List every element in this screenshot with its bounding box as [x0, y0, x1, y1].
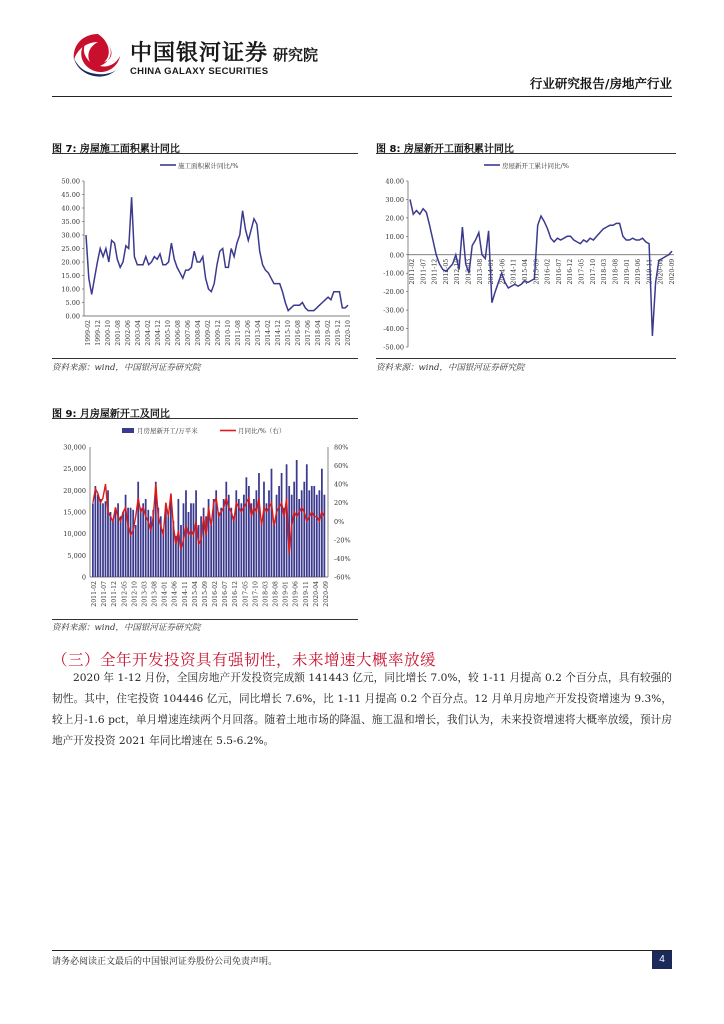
c9-ytick-right-label: -60%	[334, 573, 351, 582]
c9-bar	[258, 473, 260, 577]
c9-xtick-label: 2020-09	[323, 581, 330, 607]
fig8-title: 图 8: 房屋新开工面积累计同比	[376, 144, 514, 155]
c7-ytick-label: 5.00	[65, 299, 80, 307]
fig9-source: 资料来源：wind，中国银河证券研究院	[52, 623, 201, 633]
c8-xtick-label: 2014-06	[499, 258, 507, 285]
fig7-title-rule	[52, 153, 358, 154]
c8-xtick-label: 2011-02	[409, 258, 416, 285]
c9-bar	[276, 495, 278, 577]
c8-xtick-label: 2017-10	[589, 258, 597, 285]
c9-bar	[256, 490, 258, 577]
c8-xtick-label: 2016-02	[544, 258, 552, 285]
c8-xtick-label: 2014-11	[510, 258, 518, 285]
c9-ytick-left-label: 10,000	[63, 530, 86, 539]
c9-ytick-left-label: 20,000	[63, 486, 86, 495]
c8-xtick-label: 2016-07	[555, 258, 563, 285]
fig8-title-rule	[376, 153, 676, 154]
c9-bar	[95, 486, 97, 577]
logo-dept-text: 研究院	[273, 46, 319, 64]
c9-bar	[218, 512, 220, 577]
logo-cn-text: 中国银河证券	[130, 41, 269, 66]
c7-xtick-label: 2008-04	[195, 320, 202, 346]
c9-bar	[268, 490, 270, 577]
c7-xtick-label: 2004-02	[145, 320, 152, 346]
c7-xtick-label: 2009-02	[205, 320, 212, 346]
header-rule	[52, 96, 672, 97]
c7-ytick-label: 15.00	[61, 272, 80, 280]
c7-xtick-label: 2003-04	[135, 320, 142, 346]
c9-bar	[142, 503, 144, 577]
c9-xtick-label: 2012-10	[131, 581, 139, 607]
c9-bar	[220, 508, 222, 577]
fig9-legend-bars: 月房屋新开工/万平米	[137, 427, 198, 435]
c9-xtick-label: 2015-09	[201, 581, 209, 607]
c9-xtick-label: 2016-12	[232, 581, 240, 607]
c9-xtick-label: 2013-08	[151, 581, 159, 607]
c7-xtick-label: 2007-06	[185, 320, 192, 346]
c7-xtick-label: 1999-12	[95, 320, 102, 346]
c8-xtick-label: 2012-10	[454, 258, 462, 285]
c9-bar	[102, 503, 104, 577]
c9-bar	[180, 525, 182, 577]
c8-xtick-label: 2013-08	[476, 258, 484, 285]
c8-xtick-label: 2019-11	[646, 258, 654, 285]
c7-ytick-label: 50.00	[61, 177, 80, 186]
c9-xtick-label: 2014-01	[161, 581, 169, 607]
c9-xtick-label: 2014-06	[171, 581, 179, 607]
c9-xtick-label: 2020-04	[312, 581, 320, 607]
fig9-title-rule	[52, 418, 358, 419]
fig8-series-line	[410, 199, 672, 336]
c9-ytick-right-label: 80%	[334, 443, 349, 452]
c9-ytick-right-label: -20%	[334, 536, 351, 545]
fig7-title: 图 7: 房屋施工面积累计同比	[52, 144, 180, 155]
c9-bar	[296, 460, 298, 577]
c9-bar	[132, 510, 134, 577]
c7-xtick-label: 2016-08	[295, 320, 302, 346]
c9-bar	[97, 495, 99, 577]
c7-xtick-label: 2014-02	[265, 320, 272, 346]
report-category: 行业研究报告/房地产行业	[529, 76, 672, 91]
c8-xtick-label: 2020-09	[669, 258, 676, 285]
c7-xtick-label: 2020-10	[345, 320, 352, 346]
c9-bar	[135, 525, 137, 577]
fig7-series-line	[86, 197, 348, 310]
fig9-chart	[52, 420, 358, 618]
c8-ytick-label: 20.00	[385, 214, 404, 223]
fig8-chart	[376, 155, 676, 357]
c7-ytick-label: 10.00	[61, 285, 80, 294]
fig9-title: 图 9: 月房屋新开工及同比	[52, 409, 170, 420]
c9-xtick-label: 2012-05	[121, 581, 129, 607]
c9-ytick-left-label: 25,000	[63, 465, 86, 474]
c9-ytick-left-label: 30,000	[63, 443, 86, 452]
c9-bar	[266, 503, 268, 577]
c9-bar	[238, 499, 240, 577]
c9-bar	[115, 508, 117, 577]
fig7-source: 资料来源：wind，中国银河证券研究院	[52, 363, 201, 373]
c8-ytick-label: 40.00	[385, 177, 404, 186]
c7-xtick-label: 2004-12	[155, 320, 162, 346]
c9-bar	[185, 490, 187, 577]
c9-xtick-label: 2018-03	[262, 581, 270, 607]
c8-xtick-label: 2019-01	[623, 258, 631, 285]
c9-xtick-label: 2011-02	[91, 581, 98, 607]
c9-xtick-label: 2011-07	[101, 581, 109, 607]
c9-bar	[92, 503, 94, 577]
fig8-legend-label: 房屋新开工累计同比/%	[502, 162, 569, 170]
c7-ytick-label: 45.00	[61, 191, 80, 199]
c9-bar	[271, 469, 273, 577]
c9-bar	[210, 525, 212, 577]
fig7-legend	[160, 161, 238, 170]
c7-ytick-label: 20.00	[61, 258, 80, 267]
c7-xtick-label: 2019-12	[335, 320, 342, 346]
fig8-source: 资料来源：wind，中国银河证券研究院	[376, 363, 525, 373]
section-heading: （三）全年开发投资具有强韧性，未来增速大概率放缓	[52, 651, 437, 669]
fig9-source-rule	[52, 619, 358, 620]
c9-xtick-label: 2014-11	[181, 581, 189, 607]
c9-bar	[200, 516, 202, 577]
c8-xtick-label: 2015-09	[533, 258, 541, 285]
c9-bar	[100, 499, 102, 577]
c7-ytick-label: 35.00	[61, 218, 80, 226]
fig8-legend	[484, 161, 569, 170]
c8-ytick-label: -30.00	[383, 306, 404, 315]
c7-xtick-label: 2010-10	[225, 320, 232, 346]
c9-xtick-label: 2018-08	[272, 581, 280, 607]
c7-xtick-label: 2012-06	[245, 320, 252, 346]
logo-en-text: CHINA GALAXY SECURITIES	[130, 66, 269, 77]
c8-xtick-label: 2018-08	[612, 258, 620, 285]
c7-xtick-label: 2000-10	[105, 320, 112, 346]
c8-xtick-label: 2012-05	[442, 258, 450, 285]
fig9-legend	[122, 426, 285, 435]
c9-ytick-right-label: 60%	[334, 462, 349, 471]
c8-xtick-label: 2019-06	[635, 258, 643, 285]
c9-bar	[324, 495, 326, 577]
c9-bar	[319, 490, 321, 577]
c9-bar	[241, 503, 243, 577]
c7-xtick-label: 2011-08	[235, 320, 242, 346]
c9-xtick-label: 2015-04	[191, 581, 199, 607]
c9-bar	[188, 512, 190, 577]
c9-bar	[120, 516, 122, 577]
c7-ytick-label: 25.00	[61, 245, 80, 253]
c9-bar	[316, 495, 318, 577]
c7-ytick-label: 30.00	[61, 231, 80, 240]
c9-bar	[281, 473, 283, 577]
c9-bar	[122, 512, 124, 577]
c9-bar	[130, 508, 132, 577]
c7-xtick-label: 2015-10	[285, 320, 292, 346]
c7-xtick-label: 2014-12	[275, 320, 282, 346]
c7-xtick-label: 2019-02	[325, 320, 332, 346]
c9-xtick-label: 2017-10	[252, 581, 260, 607]
c9-bar	[278, 486, 280, 577]
c9-bar	[261, 521, 263, 577]
c9-xtick-label: 2017-05	[242, 581, 250, 607]
c9-ytick-right-label: 20%	[334, 499, 349, 508]
c9-ytick-right-label: 40%	[334, 480, 349, 489]
c8-ytick-label: -10.00	[383, 269, 404, 278]
c9-bar	[230, 508, 232, 577]
c9-bar	[311, 486, 313, 577]
c9-xtick-label: 2013-03	[141, 581, 149, 607]
c7-xtick-label: 2013-04	[255, 320, 262, 346]
c8-xtick-label: 2020-04	[657, 258, 665, 285]
c7-xtick-label: 2002-06	[125, 320, 132, 346]
c8-xtick-label: 2014-01	[488, 258, 496, 285]
c8-ytick-label: -40.00	[383, 325, 404, 334]
c7-xtick-label: 2009-12	[215, 320, 222, 346]
c9-bar	[190, 503, 192, 577]
section-paragraph: 2020 年 1-12 月份，全国房地产开发投资完成额 141443 亿元，同比增长 7.0%，较 1-11 月提高 0.2 个百分点，具有较强的韧性。其中，住宅投资 104446 亿元，同比增长 7.6%，比 1-11 月提高 0.2 个百分点。12 月单月房地产开发投资增速为 9.3%，较上月-1.6 pct，单月增速连续两个月回落。随着土地市场的降温、施工温和增长，我们认为，未来投资增速将大概率放缓，预计房地产开发投资 2021 年同比增速在 5.5-6.2%。	[52, 672, 672, 747]
c7-xtick-label: 1999-02	[85, 320, 92, 346]
c9-xtick-label: 2019-01	[282, 581, 290, 607]
c9-bar	[112, 521, 114, 577]
galaxy-logo-icon	[68, 28, 124, 84]
c7-xtick-label: 2017-06	[305, 320, 312, 346]
c9-bar	[223, 499, 225, 577]
c9-bar	[168, 516, 170, 577]
c8-ytick-label: 10.00	[385, 232, 404, 241]
c9-bar	[321, 469, 323, 577]
c9-ytick-right-label: -40%	[334, 554, 351, 563]
c9-bar	[313, 486, 315, 577]
fig9-legend-line: 月同比/%（右）	[238, 427, 286, 435]
c9-bar	[293, 482, 295, 577]
c9-xtick-label: 2016-07	[222, 581, 230, 607]
c9-bar	[263, 482, 265, 577]
c9-xtick-label: 2019-11	[302, 581, 310, 607]
c7-ytick-label: 0.00	[65, 312, 80, 321]
page-number: 4	[652, 951, 672, 969]
c9-bar	[137, 482, 139, 577]
c8-ytick-label: 0.00	[389, 251, 404, 260]
footer-rule	[52, 950, 672, 951]
c9-bar	[145, 499, 147, 577]
c9-bar	[246, 477, 248, 577]
c8-xtick-label: 2011-07	[420, 258, 428, 285]
c9-bar	[233, 516, 235, 577]
c7-ytick-label: 40.00	[61, 204, 80, 213]
c9-xtick-label: 2011-12	[111, 581, 119, 607]
c8-ytick-label: -50.00	[383, 343, 404, 352]
c9-bar	[163, 529, 165, 577]
c7-xtick-label: 2006-08	[175, 320, 182, 346]
c8-xtick-label: 2011-12	[431, 258, 439, 285]
c9-bar	[140, 508, 142, 577]
c9-ytick-left-label: 0	[81, 573, 86, 582]
c9-bar	[303, 482, 305, 577]
c8-xtick-label: 2013-03	[465, 258, 473, 285]
c9-xtick-label: 2016-02	[212, 581, 220, 607]
c9-bar	[273, 525, 275, 577]
c7-xtick-label: 2018-04	[315, 320, 322, 346]
c9-xtick-label: 2019-06	[292, 581, 300, 607]
c7-xtick-label: 2001-08	[115, 320, 122, 346]
c8-xtick-label: 2015-04	[522, 258, 530, 285]
c9-ytick-left-label: 15,000	[63, 508, 86, 517]
fig8-source-rule	[376, 358, 676, 359]
c8-xtick-label: 2018-03	[601, 258, 609, 285]
fig7-source-rule	[52, 358, 358, 359]
c9-bar	[193, 503, 195, 577]
c8-ytick-label: -20.00	[383, 288, 404, 297]
footer-disclaimer: 请务必阅读正文最后的中国银河证券股份公司免责声明。	[52, 957, 278, 967]
c9-bar	[105, 501, 107, 577]
fig7-legend-label: 施工面积累计同比/%	[178, 162, 239, 170]
c9-bar	[283, 508, 285, 577]
c9-bar	[301, 490, 303, 577]
brand-logo	[68, 28, 340, 84]
c9-ytick-left-label: 5,000	[67, 551, 86, 560]
c9-ytick-right-label: 0%	[334, 517, 345, 526]
c8-xtick-label: 2016-12	[567, 258, 575, 285]
c9-bar	[110, 512, 112, 577]
c7-xtick-label: 2005-10	[165, 320, 172, 346]
c8-ytick-label: 30.00	[385, 195, 404, 204]
c9-bar	[308, 490, 310, 577]
fig7-chart	[52, 155, 358, 357]
c8-xtick-label: 2017-05	[578, 258, 586, 285]
